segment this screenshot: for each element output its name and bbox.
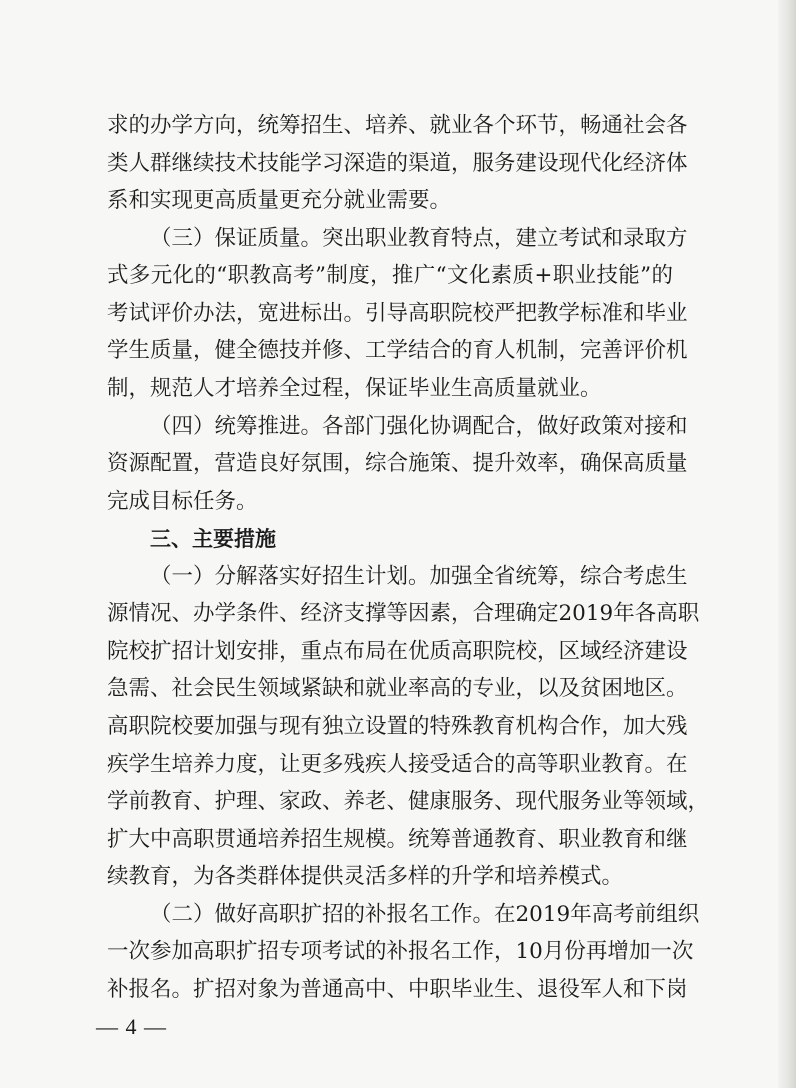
text-line: 一次参加高职扩招专项考试的补报名工作，10月份再增加一次	[107, 939, 694, 964]
text-line: 制，规范人才培养全过程，保证毕业生高质量就业。	[107, 376, 602, 401]
text-line: （二）做好高职扩招的补报名工作。在2019年高考前组织	[150, 902, 700, 927]
text-line: 资源配置，营造良好氛围，综合施策、提升效率，确保高质量	[107, 451, 688, 476]
text-line: 疾学生培养力度，让更多残疾人接受适合的高等职业教育。在	[107, 752, 688, 777]
text-line: 续教育，为各类群体提供灵活多样的升学和培养模式。	[107, 864, 624, 889]
text-line: 求的办学方向，统筹招生、培养、就业各个环节，畅通社会各	[107, 113, 688, 138]
text-line: 系和实现更高质量更充分就业需要。	[107, 188, 452, 213]
text-line: 扩大中高职贯通培养招生规模。统筹普通教育、职业教育和继	[107, 827, 688, 852]
text-line: 考试评价办法，宽进标出。引导高职院校严把教学标准和毕业	[107, 301, 688, 326]
text-line: （三）保证质量。突出职业教育特点，建立考试和录取方	[150, 226, 688, 251]
text-line: 学前教育、护理、家政、养老、健康服务、现代服务业等领域，	[107, 789, 710, 814]
text-line: 源情况、办学条件、经济支撑等因素，合理确定2019年各高职	[107, 601, 700, 626]
text-line: 式多元化的“职教高考”制度，推广“文化素质+职业技能”的	[107, 263, 673, 288]
text-line: 学生质量，健全德技并修、工学结合的育人机制，完善评价机	[107, 338, 688, 363]
text-line: 补报名。扩招对象为普通高中、中职毕业生、退役军人和下岗	[107, 977, 688, 1002]
page-edge-shadow	[778, 0, 796, 1088]
text-line: 完成目标任务。	[107, 489, 258, 514]
text-line: 类人群继续技术技能学习深造的渠道，服务建设现代化经济体	[107, 151, 688, 176]
text-line: （一）分解落实好招生计划。加强全省统筹，综合考虑生	[150, 564, 688, 589]
text-line: 院校扩招计划安排，重点布局在优质高职院校，区域经济建设	[107, 639, 688, 664]
page-number: — 4 —	[96, 1014, 167, 1039]
section-heading: 三、主要措施	[150, 527, 276, 551]
text-line: （四）统筹推进。各部门强化协调配合，做好政策对接和	[150, 414, 688, 439]
text-line: 高职院校要加强与现有独立设置的特殊教育机构合作，加大残	[107, 714, 688, 739]
text-line: 急需、社会民生领域紧缺和就业率高的专业，以及贫困地区。	[107, 676, 688, 701]
